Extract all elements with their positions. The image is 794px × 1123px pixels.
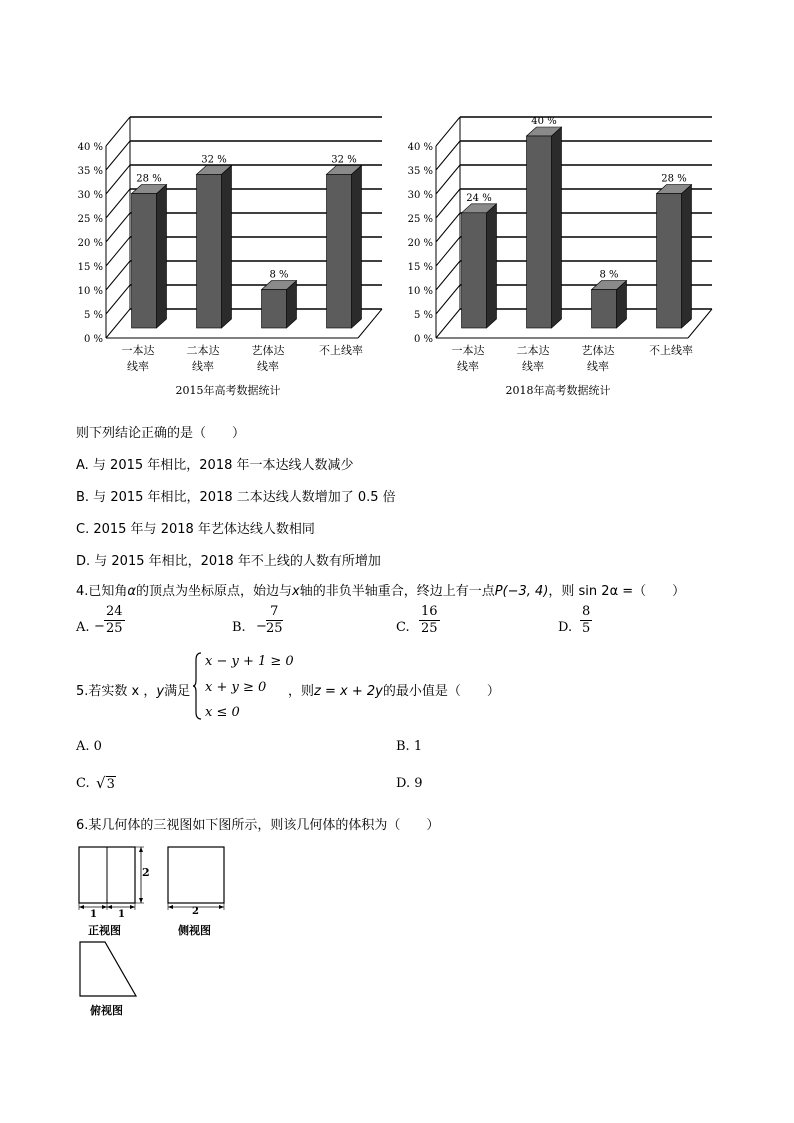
chart-x-tick-label: 线率 [587, 360, 609, 373]
q6-stem: 6.某几何体的三视图如下图所示，则该几何体的体积为（ ） [76, 818, 440, 833]
top-view-figure [76, 936, 146, 1002]
q5-sqrt: √3 [96, 774, 115, 792]
q3-stem: 则下列结论正确的是（ ） [76, 426, 246, 441]
chart-bar-value-label: 32 % [331, 154, 357, 166]
chart-y-tick-label: 30 % [78, 190, 103, 201]
q4-option-a-sign: − [94, 619, 105, 634]
chart-y-tick-label: 10 % [408, 286, 433, 297]
q4-option-b-fraction: $\frac{7}{25}$ [266, 604, 283, 636]
chart-bar-side [682, 185, 692, 328]
chart-x-tick-label: 二本达 [516, 344, 550, 357]
chart-x-tick-label: 线率 [457, 360, 479, 373]
chart-x-tick-label: 线率 [257, 360, 279, 373]
q4-option-a-fraction: $\frac{24}{25}$ [106, 604, 123, 636]
chart-bar [462, 213, 487, 328]
q4-option-b-label: B. [232, 620, 246, 635]
chart-gridline-side [106, 285, 130, 314]
q5-option-d: D. 9 [396, 776, 423, 791]
chart-bar [262, 290, 287, 328]
front-view-width-dim-1: 1 [90, 909, 97, 920]
chart-gridline-side [436, 141, 460, 170]
chart-bar [527, 136, 552, 328]
chart-gridline-side [106, 309, 130, 338]
chart-bar [327, 174, 352, 328]
chart-y-tick-label: 35 % [408, 166, 433, 177]
chart-gridline-side [436, 213, 460, 242]
chart-bar-value-label: 8 % [599, 269, 619, 281]
chart-x-tick-label: 线率 [192, 360, 214, 373]
chart-bar-side [352, 165, 362, 328]
chart-gridline-side [436, 189, 460, 218]
chart-bar [657, 194, 682, 328]
q5-stem-end: ，则z = x + 2y的最小值是（ ） [288, 684, 500, 699]
chart-title: 2015年高考数据统计 [175, 384, 281, 397]
chart-bar-value-label: 28 % [661, 173, 687, 185]
chart-gridline-side [106, 165, 130, 194]
chart-x-tick-label: 不上线率 [319, 344, 363, 357]
chart-bar-value-label: 8 % [269, 269, 289, 281]
chart-y-tick-label: 30 % [408, 190, 433, 201]
chart-y-tick-label: 15 % [78, 262, 103, 273]
chart-2015 [78, 100, 398, 410]
q5-option-b: B. 1 [396, 739, 423, 754]
chart-bar-side [222, 165, 232, 328]
chart-bar-value-label: 40 % [531, 116, 557, 127]
q3-option-b: B. 与 2015 年相比，2018 二本达线人数增加了 0.5 倍 [76, 490, 396, 505]
chart-y-tick-label: 0 % [83, 334, 103, 345]
chart-y-tick-label: 20 % [408, 238, 433, 249]
chart-bar-side [552, 127, 562, 328]
q3-option-a: A. 与 2015 年相比，2018 年一本达线人数减少 [76, 458, 354, 473]
chart-gridline-side [106, 261, 130, 290]
chart-title: 2018年高考数据统计 [505, 384, 611, 397]
q4-option-c-fraction: $\frac{16}{25}$ [421, 604, 438, 636]
chart-gridline-side [106, 141, 130, 170]
side-view-label: 侧视图 [178, 924, 211, 937]
chart-bar-value-label: 24 % [466, 192, 492, 204]
side-view-width-dim: 2 [192, 906, 199, 917]
chart-bar [132, 194, 157, 328]
q5-stem-start: 5.若实数 x ，y满足 [76, 684, 191, 699]
chart-y-tick-label: 20 % [78, 238, 103, 249]
chart-gridline-side [106, 237, 130, 266]
chart-gridline-side [436, 237, 460, 266]
front-view-width-dim-2: 1 [118, 909, 125, 920]
q4-option-d-label: D. [558, 620, 573, 635]
chart-2018 [408, 100, 728, 410]
chart-x-tick-label: 线率 [127, 360, 149, 373]
side-view-figure [164, 840, 234, 920]
chart-y-tick-label: 15 % [408, 262, 433, 273]
q4-option-c-label: C. [396, 620, 410, 635]
chart-bar [592, 290, 617, 328]
chart-y-tick-label: 40 % [78, 142, 103, 153]
chart-gridline-side [436, 285, 460, 314]
q5-option-c: C. [76, 776, 90, 791]
chart-gridline-side [106, 213, 130, 242]
chart-x-tick-label: 一本达 [451, 344, 485, 357]
front-view-label: 正视图 [88, 924, 121, 937]
q3-option-d: D. 与 2015 年相比，2018 年不上线的人数有所增加 [76, 554, 381, 569]
chart-x-tick-label: 二本达 [186, 344, 220, 357]
chart-y-tick-label: 25 % [408, 214, 433, 225]
q4-option-a-label: A. [76, 620, 90, 635]
q4-option-d-fraction: $\frac{8}{5}$ [582, 604, 591, 636]
q4-stem: 4.已知角α的顶点为坐标原点，始边与x轴的非负半轴重合，终边上有一点P(−3, 4)，则 sin 2α =（ ） [76, 584, 686, 599]
chart-gridline-side [436, 261, 460, 290]
chart-bar-value-label: 28 % [136, 173, 162, 185]
q5-option-a: A. 0 [76, 739, 102, 754]
front-view-figure [76, 840, 156, 920]
chart-gridline-side [436, 117, 460, 146]
chart-y-tick-label: 25 % [78, 214, 103, 225]
chart-x-tick-label: 一本达 [121, 344, 155, 357]
chart-x-tick-label: 艺体达 [251, 344, 285, 357]
chart-bar-side [487, 204, 497, 328]
q5-brace [193, 652, 203, 720]
chart-bar [197, 174, 222, 328]
chart-x-tick-label: 线率 [522, 360, 544, 373]
chart-x-tick-label: 不上线率 [649, 344, 693, 357]
q5-constraint-2: x + y ≥ 0 [205, 680, 267, 695]
chart-gridline-side [436, 165, 460, 194]
front-view-height-dim: 2 [142, 866, 150, 879]
chart-gridline-side [436, 309, 460, 338]
chart-y-tick-label: 10 % [78, 286, 103, 297]
q4-option-b-sign: − [256, 619, 267, 634]
top-view-label: 俯视图 [90, 1004, 123, 1017]
chart-y-tick-label: 35 % [78, 166, 103, 177]
chart-y-tick-label: 5 % [413, 310, 433, 321]
chart-y-tick-label: 5 % [83, 310, 103, 321]
chart-bar-value-label: 32 % [201, 154, 227, 166]
chart-x-tick-label: 艺体达 [581, 344, 615, 357]
chart-gridline-side [106, 189, 130, 218]
q5-constraint-3: x ≤ 0 [205, 705, 240, 720]
chart-y-tick-label: 40 % [408, 142, 433, 153]
q3-option-c: C. 2015 年与 2018 年艺体达线人数相同 [76, 522, 315, 537]
chart-y-tick-label: 0 % [413, 334, 433, 345]
q5-constraint-1: x − y + 1 ≥ 0 [205, 654, 294, 669]
chart-bar-side [157, 185, 167, 328]
chart-gridline-side [106, 117, 130, 146]
